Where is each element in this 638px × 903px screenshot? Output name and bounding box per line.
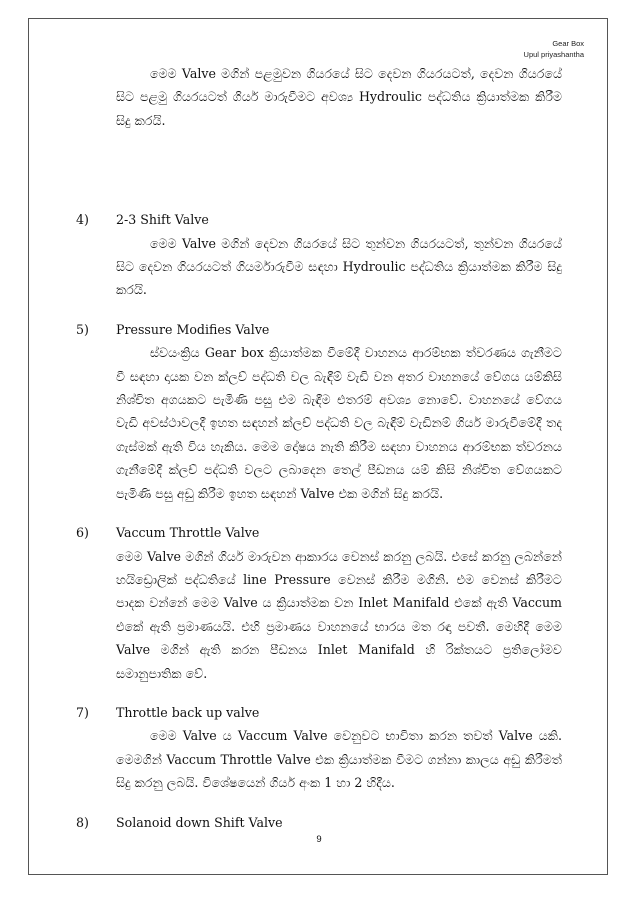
item-body: මෙම Valve මගින් දෙවන ගියරයේ සිට තුන්වන ගියරයටත්, තුන්වන ගියරයේ සිට දෙවන ගියරයටත් ගියර්මාරුවීම සඳහා Hydroulic පද්ධතිය ක්‍රියාත්මක කිරීම සිදු කරයි. [116,235,562,298]
item-number: 8) [76,814,89,830]
item-body: මෙම Valve ය Vaccum Valve වෙනුවට භාවිතා කරන තවත් Valve යකි. මෙමගින් Vaccum Throttle Valve එක ක්‍රියාත්මක වීමට ගන්නා කාලය අඩු කිරීමත් සිදු කරනු ලබයි. විශේෂයෙන් ගියර් අංක 1 හා 2 හිදීය. [116,728,562,791]
list-item [76,521,562,685]
header-title: Gear Box [552,39,584,48]
list-item [76,318,562,505]
item-number: 4) [76,212,89,228]
page-header [524,38,584,60]
item-title: Throttle back up valve [116,704,260,720]
intro-paragraph: මෙම Valve මගින් පළමුවන ගියරයේ සිට දෙවන ගියරයටත්, දෙවන ගියරයේ සිට පළමු ගියරයටත් ගියර් මාරුවීමට අවශ්‍ය Hydroulic පද්ධතිය ක්‍රියාත්මක කිරීම සිදු කරයි. [116,66,562,128]
list-item [76,701,562,795]
item-number: 7) [76,704,89,720]
page-number: 9 [316,834,322,845]
list-item [76,208,562,302]
item-body: මෙම Valve මගින් ගියර් මාරුවන ආකාරය වෙනස් කරනු ලබයි. එසේ කරනු ලබන්නේ හයිඩ්‍රොලික් පද්ධතියේ line Pressure වෙනස් කිරීම මගිනි. එම වෙනස් කිරීමට පාදක වන්නේ මෙම Valve ය ක්‍රියාත්මක වන Inlet Manifald එකේ ඇති Vaccum එකේ ඇති ප්‍රමාණයයි. එහි ප්‍රමාණය වාහනයේ භාරය මත රඳා පවතී. මෙහිදී මෙම Valve මගින් ඇති කරන පීඩනය Inlet Manifald හි රික්තයට ප්‍රතිලෝමව සමානුපාතික වේ. [116,548,562,681]
item-body: ස්වයංක්‍රිය Gear box ක්‍රියාත්මක වීමේදී වාහනය ආරම්භක ත්වරණය ගැනීමට වී සඳහා දායක වන ක්ලච් පද්ධති වල බැඳීම් වැඩි වන අතර වාහනයේ වේගය යම්කිසි නිශ්චිත අගයකට පැමිණි පසු එම බැඳීම එතරම් අවශ්‍ය නොවේ. වාහනයේ වේගය වැඩි අවස්ථාවලදී ඉහත සඳහන් ක්ලච් පද්ධති වල බැඳීම් වැඩිනම් ගියර් මාරුවීමේදී තද ගැස්මක් ඇති විය හැකිය. මෙම දෝෂය නැති කිරීම සඳහා වාහනය ආරම්භක ත්වරනය ගැනීමේදී ක්ලච් පද්ධති වලට ලබාදෙන තෙල් පීඩනය යම් කිසි නිශ්චිත වේගයකට පැමිණි පසු අඩු කිරීම ඉහත සඳහන් Valve එක මගින් සිදු කරයි. [116,345,562,501]
item-title: 2-3 Shift Valve [116,212,209,228]
header-author: Upul priyashantha [523,50,584,59]
item-number: 6) [76,525,89,541]
item-title: Solanoid down Shift Valve [116,814,283,830]
item-title: Pressure Modifies Valve [116,321,270,337]
list-item [76,811,562,834]
document-body [76,62,562,834]
item-title: Vaccum Throttle Valve [116,525,260,541]
item-number: 5) [76,321,89,337]
